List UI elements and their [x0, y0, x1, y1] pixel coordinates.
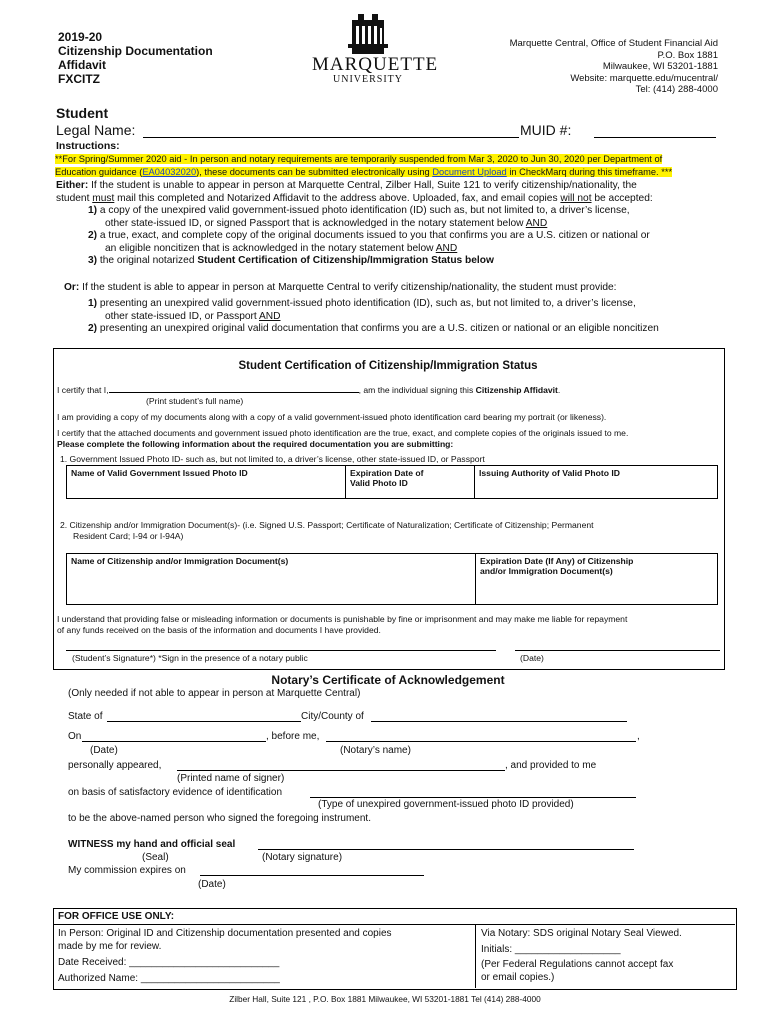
- print-name-caption: (Print student’s full name): [146, 396, 244, 406]
- list-text: presenting an unexpired original valid documentation that confirms you are a U.S. citizen or national or an eligible noncitizen: [99, 323, 659, 334]
- item-text: 2. Citizenship and/or Immigration Document(s)- (i.e. Signed U.S. Passport; Certificate of Naturalization; Certificate of Citizenship; Permanent: [60, 520, 594, 530]
- notary-title: Notary’s Certificate of Acknowledgement: [271, 673, 505, 687]
- ea-guidance-link[interactable]: EA04032020: [142, 167, 197, 177]
- marquette-tower-icon: [312, 14, 424, 56]
- footer-address: Zilber Hall, Suite 121 , P.O. Box 1881 Milwaukee, WI 53201-1881 Tel (414) 288-4000: [229, 994, 541, 1004]
- seal-caption: (Seal): [142, 852, 169, 863]
- column-header: Expiration Date (If Any) of Citizenship: [480, 556, 634, 566]
- certify-text: .: [557, 385, 561, 395]
- list-and: AND: [259, 310, 281, 322]
- list-text: the original notarized: [99, 255, 198, 266]
- citizenship-doc-expiration-cell[interactable]: [475, 553, 718, 605]
- date-received-field[interactable]: Date Received: ___________________________: [58, 957, 280, 968]
- notary-only-needed: (Only needed if not able to appear in person at Marquette Central): [68, 688, 361, 699]
- office-address: [510, 38, 718, 96]
- column-header: Valid Photo ID: [350, 478, 408, 488]
- list-text: other state-issued ID, or Passport: [105, 310, 260, 322]
- office-use-heading: FOR OFFICE USE ONLY:: [58, 911, 175, 922]
- column-header: Issuing Authority of Valid Photo ID: [479, 468, 620, 478]
- list-number: 3): [88, 255, 98, 266]
- office-column-divider: [475, 924, 476, 988]
- office-divider: [53, 924, 735, 925]
- provided-to-me-label: , and provided to me: [505, 760, 597, 771]
- address-line: Tel: (414) 288-4000: [635, 84, 718, 95]
- either-text: student: [56, 192, 93, 204]
- covid-line-1: **For Spring/Summer 2020 aid - In person and notary requirements are temporarily suspended from Mar 3, 2020 to Jun 30, 2020 per Department of: [55, 154, 663, 164]
- list-number: 2): [88, 230, 98, 241]
- comma-mark: ,: [637, 731, 640, 742]
- initials-field[interactable]: Initials: ___________________: [481, 943, 621, 955]
- notary-signature-caption: (Notary signature): [262, 852, 343, 863]
- attached-statement: I certify that the attached documents and government issued photo identification are the true, exact, and complete copies of the originals issued to me.: [57, 428, 629, 438]
- notary-date-field[interactable]: [82, 741, 266, 742]
- address-line: Website: marquette.edu/mucentral/: [570, 72, 718, 84]
- office-text: or email copies.): [481, 971, 555, 983]
- understand-text: I understand that providing false or misleading information or documents is punishable by fine or imprisonment and may make me liable for repayment: [57, 614, 628, 624]
- in-person-section: [58, 928, 473, 985]
- commission-label: My commission expires on: [68, 865, 186, 876]
- list-text: presenting an unexpired valid government-issued photo identification (ID), such as, but not limited to, a driver’s license,: [99, 298, 636, 309]
- item-1-photo-id: 1. Government Issued Photo ID- such as, but not limited to, a driver’s license, other state-issued ID, or Passport: [60, 454, 485, 464]
- certification-title: Student Certification of Citizenship/Immigration Status: [238, 360, 538, 372]
- list-and: AND: [435, 242, 458, 254]
- please-complete: Please complete the following information about the required documentation you are submitting:: [57, 439, 454, 449]
- covid-text: ), these documents can be submitted electronically using: [196, 167, 433, 177]
- or-list: [88, 298, 748, 336]
- logo-wordmark: MARQUETTE: [312, 54, 439, 75]
- photo-id-expiration-cell[interactable]: [345, 465, 475, 499]
- id-type-caption: (Type of unexpired government-issued photo ID provided): [318, 799, 574, 810]
- either-will-not: will not: [560, 192, 592, 204]
- on-label: On: [68, 731, 82, 742]
- covid-text: in CheckMarq during this timeframe. ***: [506, 167, 673, 177]
- either-paragraph: [56, 180, 736, 205]
- either-text: If the student is unable to appear in person at Marquette Central, Zilber Hall, Suite 121 to verify citizenship/nationality, the: [88, 180, 637, 191]
- authorized-name-field[interactable]: Authorized Name: _________________________: [58, 972, 280, 984]
- form-title: Citizenship Documentation: [58, 44, 213, 58]
- office-text: In Person: Original ID and Citizenship documentation presented and copies: [58, 928, 392, 939]
- list-number: 1): [88, 298, 98, 309]
- column-header: and/or Immigration Document(s): [480, 566, 613, 576]
- legal-name-label: Legal Name:: [56, 122, 136, 138]
- covid-notice: [55, 153, 717, 179]
- column-header: Name of Valid Government Issued Photo ID: [71, 468, 248, 478]
- before-me-label: , before me,: [266, 731, 320, 742]
- printed-name-caption: (Printed name of signer): [177, 773, 285, 784]
- muid-field[interactable]: [594, 137, 716, 138]
- commission-date-caption: (Date): [198, 879, 226, 890]
- column-header: Expiration Date of: [350, 468, 424, 478]
- logo-subtitle: UNIVERSITY: [333, 74, 403, 85]
- certify-bold: Citizenship Affidavit: [475, 385, 558, 395]
- list-text: a copy of the unexpired valid government-issued photo identification (ID) such as, but not limited to, a driver’s license,: [99, 205, 630, 216]
- or-text: If the student is able to appear in person at Marquette Central to verify citizenship/nationality, the student must provide:: [79, 282, 617, 293]
- address-line: P.O. Box 1881: [657, 49, 718, 61]
- notary-name-caption: (Notary’s name): [340, 745, 411, 756]
- witness-label: WITNESS my hand and official seal: [68, 839, 236, 850]
- signer-name-field[interactable]: [177, 770, 505, 771]
- city-county-field[interactable]: [371, 721, 627, 722]
- address-line: Milwaukee, WI 53201-1881: [602, 61, 718, 72]
- covid-text: Education guidance (: [55, 167, 143, 177]
- legal-name-field[interactable]: [143, 137, 519, 138]
- muid-label: MUID #:: [520, 122, 572, 138]
- column-header: Name of Citizenship and/or Immigration Document(s): [71, 556, 289, 566]
- item-text: Resident Card; I-94 or I-94A): [73, 531, 184, 541]
- list-number: 2): [88, 323, 98, 334]
- document-upload-link[interactable]: Document Upload: [432, 167, 507, 177]
- list-text: an eligible noncitizen that is acknowledged in the notary statement below: [105, 242, 436, 254]
- commission-date-field[interactable]: [200, 875, 424, 876]
- either-label: Either:: [56, 180, 89, 191]
- item-2-citizenship-docs: [60, 520, 720, 542]
- id-type-field[interactable]: [310, 797, 636, 798]
- instructions-heading: Instructions:: [56, 140, 120, 152]
- list-text: other state-issued ID, or signed Passport that is acknowledged in the notary statement below: [105, 217, 526, 229]
- photo-id-authority-cell[interactable]: [474, 465, 718, 499]
- state-of-label: State of: [68, 711, 103, 722]
- list-text: a true, exact, and complete copy of the original documents issued to you that confirms you are a U.S. citizen or national or: [99, 230, 650, 241]
- marquette-logo: [312, 14, 439, 86]
- personally-appeared-label: personally appeared,: [68, 760, 162, 771]
- office-text: (Per Federal Regulations cannot accept fax: [481, 959, 674, 970]
- either-list: [88, 205, 738, 268]
- either-text: be accepted:: [591, 192, 653, 204]
- city-county-label: City/County of: [301, 711, 364, 722]
- certify-text: I certify that I,: [57, 385, 109, 395]
- notary-name-field[interactable]: [326, 741, 636, 742]
- form-code: FXCITZ: [58, 72, 100, 86]
- student-print-name-field[interactable]: [109, 384, 359, 393]
- understand-text: of any funds received on the basis of the information and documents I have provided.: [57, 625, 381, 635]
- providing-statement: I am providing a copy of my documents along with a copy of a valid government-issued photo identification card bearing my portrait (or likeness).: [57, 412, 607, 422]
- form-subtitle: Affidavit: [58, 58, 106, 72]
- office-text: Via Notary: SDS original Notary Seal Viewed.: [481, 928, 682, 939]
- certify-line: [57, 384, 717, 396]
- address-line: Marquette Central, Office of Student Financial Aid: [509, 38, 718, 49]
- understand-statement: [57, 614, 722, 636]
- citizenship-doc-name-cell[interactable]: [66, 553, 476, 605]
- photo-id-name-cell[interactable]: [66, 465, 346, 499]
- signature-caption: (Student’s Signature*) *Sign in the presence of a notary public: [72, 653, 308, 663]
- date-caption: (Date): [90, 745, 118, 756]
- student-signature-field[interactable]: [66, 650, 496, 651]
- notary-signature-field[interactable]: [258, 849, 634, 850]
- list-and: AND: [525, 217, 548, 229]
- student-signature-date-field[interactable]: [515, 650, 720, 651]
- or-paragraph: [64, 282, 744, 295]
- student-heading: Student: [56, 105, 109, 121]
- list-number: 1): [88, 205, 98, 216]
- office-text: made by me for review.: [58, 940, 162, 952]
- via-notary-section: [481, 928, 731, 984]
- signature-date-caption: (Date): [520, 653, 544, 663]
- either-text: mail this completed and Notarized Affidavit to the address above. Uploaded, fax, and email copies: [114, 192, 561, 204]
- state-of-field[interactable]: [107, 721, 301, 722]
- list-text-bold: Student Certification of Citizenship/Immigration Status below: [197, 255, 494, 266]
- above-named-statement: to be the above-named person who signed the foregoing instrument.: [68, 813, 371, 824]
- form-header-left: [58, 30, 213, 86]
- certify-text: , am the individual signing this: [358, 385, 476, 395]
- on-basis-label: on basis of satisfactory evidence of identification: [68, 787, 283, 798]
- form-year: 2019-20: [58, 30, 103, 44]
- or-label: Or:: [64, 282, 80, 293]
- either-must: must: [92, 192, 115, 204]
